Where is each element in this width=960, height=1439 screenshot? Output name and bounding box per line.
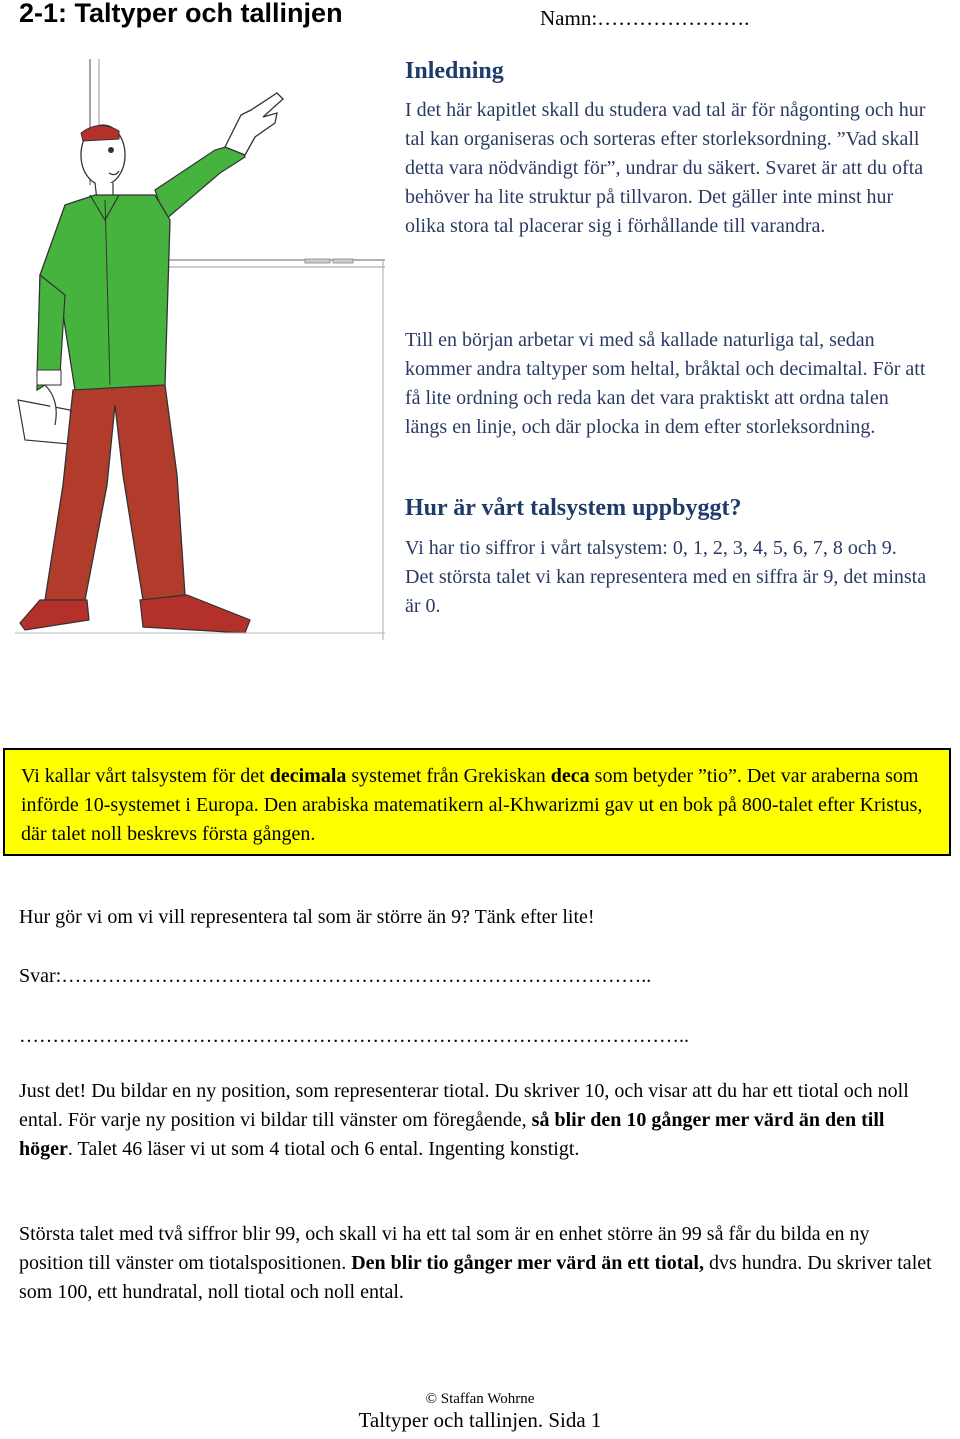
name-field-label: Namn:…………………. xyxy=(540,6,750,30)
system-heading: Hur är vårt talsystem uppbyggt? xyxy=(405,495,742,521)
intro-paragraph-1: I det här kapitlet skall du studera vad tal är för någonting och hur tal kan organiseras och sorteras efter storleksordning. ”Vad skall detta vara nödvändigt för”, undrar du säkert. Svaret är att du ofta behöver ha lite struktur på tillvaron. Det gäller inte minst hur olika stora tal placerar sig i förhållande till varandra. xyxy=(405,99,926,237)
box-bold-decimala: decimala xyxy=(269,765,347,787)
question-text: Hur gör vi om vi vill representera tal som är större än 9? Tänk efter lite! xyxy=(19,906,595,928)
expl2-text-2: dvs hundra. Du skriver talet som 100, ett hundratal, noll tiotal och noll ental. xyxy=(19,1252,932,1303)
decimal-info-box xyxy=(3,748,951,856)
intro-heading: Inledning xyxy=(405,58,504,84)
box-text-2: systemet från Grekiskan xyxy=(346,765,551,787)
page-title: 2-1: Taltyper och tallinjen xyxy=(19,0,343,28)
intro-paragraph-2: Till en början arbetar vi med så kallade naturliga tal, sedan kommer andra taltyper som heltal, bråktal och decimaltal. För att få lite ordning och reda kan det vara praktiskt att ordna talen längs en linje, och där plocka in dem efter storleksordning. xyxy=(405,329,926,438)
box-bold-deca: deca xyxy=(550,765,590,787)
expl1-bold: så blir den 10 gånger mer värd än den till höger xyxy=(19,1109,885,1160)
box-text-1: Vi kallar vårt talsystem för det xyxy=(21,765,270,787)
explanation-paragraph-1 xyxy=(19,1077,934,1164)
expl1-text-2: . Talet 46 läser vi ut som 4 tiotal och 6 ental. Ingenting konstigt. xyxy=(67,1138,580,1160)
expl2-text-1: Största talet med två siffror blir 99, och skall vi ha ett tal som är en enhet större än 99 så får du bilda en ny position till vänster om tiotalspositionen. xyxy=(19,1223,870,1274)
answer-line-1[interactable]: Svar:…………………………………………………………………………….. xyxy=(19,965,652,987)
expl2-bold: Den blir tio gånger mer värd än ett tiotal, xyxy=(351,1252,704,1274)
page-footer: Taltyper och tallinjen. Sida 1 xyxy=(358,1408,602,1432)
system-paragraph: Vi har tio siffror i vårt talsystem: 0, 1, 2, 3, 4, 5, 6, 7, 8 och 9. Det största talet vi kan representera med en siffra är 9, det minsta är 0. xyxy=(405,537,927,617)
expl1-text-1: Just det! Du bildar en ny position, som representerar tiotal. Du skriver 10, och visar att du har ett tiotal och noll ental. För varje ny position vi bildar till vänster om föregående, xyxy=(19,1080,909,1131)
copyright: © Staffan Wohrne xyxy=(425,1391,535,1407)
box-text-3: som betyder ”tio”. Det var araberna som införde 10-systemet i Europa. Den arabiska matematikern al-Khwarizmi gav ut en bok på 800-talet efter Kristus, där talet noll beskrevs första gången. xyxy=(21,765,923,845)
answer-line-2[interactable]: ……………………………………………………………………………………….. xyxy=(19,1025,689,1047)
teacher-illustration xyxy=(15,55,390,640)
explanation-paragraph-2 xyxy=(19,1220,934,1307)
